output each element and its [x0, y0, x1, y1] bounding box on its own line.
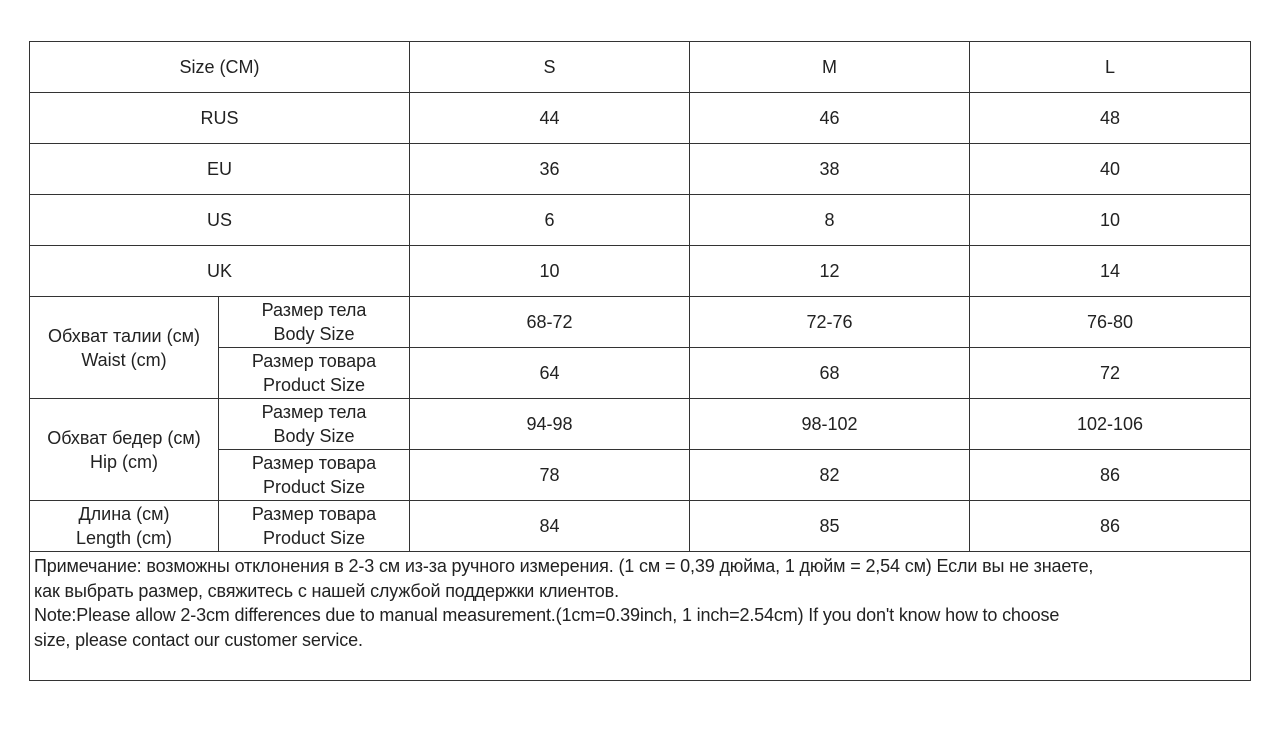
length-label [30, 501, 219, 552]
body-size-label-en: Body Size [273, 324, 355, 344]
body-size-label-ru: Размер тела [261, 300, 367, 320]
cell-value: 8 [690, 195, 970, 246]
row-label: US [30, 195, 410, 246]
measurement-note [30, 552, 1251, 681]
length-label-ru: Длина (см) [78, 504, 170, 524]
cell-value: 82 [690, 450, 970, 501]
hip-label [30, 399, 219, 501]
table-header-row [30, 42, 1251, 93]
note-en-line-1: Note:Please allow 2-3cm differences due to manual measurement.(1cm=0.39inch, 1 inch=2.54cm) If you don't know how to choose [34, 605, 1060, 625]
length-label-en: Length (cm) [75, 528, 173, 548]
waist-label-ru: Обхват талии (см) [48, 325, 200, 346]
cell-value: 98-102 [690, 399, 970, 450]
cell-value: 10 [410, 246, 690, 297]
header-size-l: L [970, 42, 1251, 93]
hip-label-ru: Обхват бедер (см) [47, 427, 201, 448]
table-row-length-product [30, 501, 1251, 552]
row-label: RUS [30, 93, 410, 144]
product-size-label [219, 501, 410, 552]
note-en-line-2: size, please contact our customer service. [34, 629, 363, 650]
cell-value: 48 [970, 93, 1251, 144]
header-size-s: S [410, 42, 690, 93]
waist-label-en: Waist (cm) [81, 349, 167, 370]
cell-value: 86 [970, 450, 1251, 501]
table-row-hip-body [30, 399, 1251, 450]
note-ru-line-1: Примечание: возможны отклонения в 2-3 см из-за ручного измерения. (1 см = 0,39 дюйма, 1 дюйм = 2,54 см) Если вы не знаете, [34, 556, 1094, 576]
cell-value: 64 [410, 348, 690, 399]
cell-value: 84 [410, 501, 690, 552]
cell-value: 6 [410, 195, 690, 246]
product-size-label-ru: Размер товара [251, 453, 377, 473]
product-size-label-ru: Размер товара [251, 351, 377, 371]
cell-value: 78 [410, 450, 690, 501]
cell-value: 94-98 [410, 399, 690, 450]
cell-value: 76-80 [970, 297, 1251, 348]
note-ru-line-2: как выбрать размер, свяжитесь с нашей службой поддержки клиентов. [34, 580, 619, 601]
cell-value: 72 [970, 348, 1251, 399]
waist-label [30, 297, 219, 399]
header-size-label: Size (CM) [30, 42, 410, 93]
cell-value: 46 [690, 93, 970, 144]
header-size-m: M [690, 42, 970, 93]
cell-value: 44 [410, 93, 690, 144]
cell-value: 86 [970, 501, 1251, 552]
cell-value: 40 [970, 144, 1251, 195]
table-row-eu [30, 144, 1251, 195]
product-size-label [219, 450, 410, 501]
cell-value: 68-72 [410, 297, 690, 348]
cell-value: 85 [690, 501, 970, 552]
cell-value: 14 [970, 246, 1251, 297]
table-row-note [30, 552, 1251, 681]
body-size-label [219, 297, 410, 348]
row-label: EU [30, 144, 410, 195]
table-row-uk [30, 246, 1251, 297]
body-size-label-ru: Размер тела [261, 402, 367, 422]
table-row-waist-body [30, 297, 1251, 348]
cell-value: 102-106 [970, 399, 1251, 450]
product-size-label-en: Product Size [262, 375, 366, 395]
product-size-label-en: Product Size [262, 528, 366, 548]
cell-value: 68 [690, 348, 970, 399]
product-size-label [219, 348, 410, 399]
size-chart-table [29, 41, 1251, 681]
body-size-label [219, 399, 410, 450]
cell-value: 10 [970, 195, 1251, 246]
product-size-label-en: Product Size [262, 477, 366, 497]
cell-value: 38 [690, 144, 970, 195]
body-size-label-en: Body Size [273, 426, 355, 446]
cell-value: 36 [410, 144, 690, 195]
cell-value: 72-76 [690, 297, 970, 348]
row-label: UK [30, 246, 410, 297]
hip-label-en: Hip (cm) [90, 451, 158, 472]
cell-value: 12 [690, 246, 970, 297]
table-row-rus [30, 93, 1251, 144]
table-row-us [30, 195, 1251, 246]
product-size-label-ru: Размер товара [251, 504, 377, 524]
